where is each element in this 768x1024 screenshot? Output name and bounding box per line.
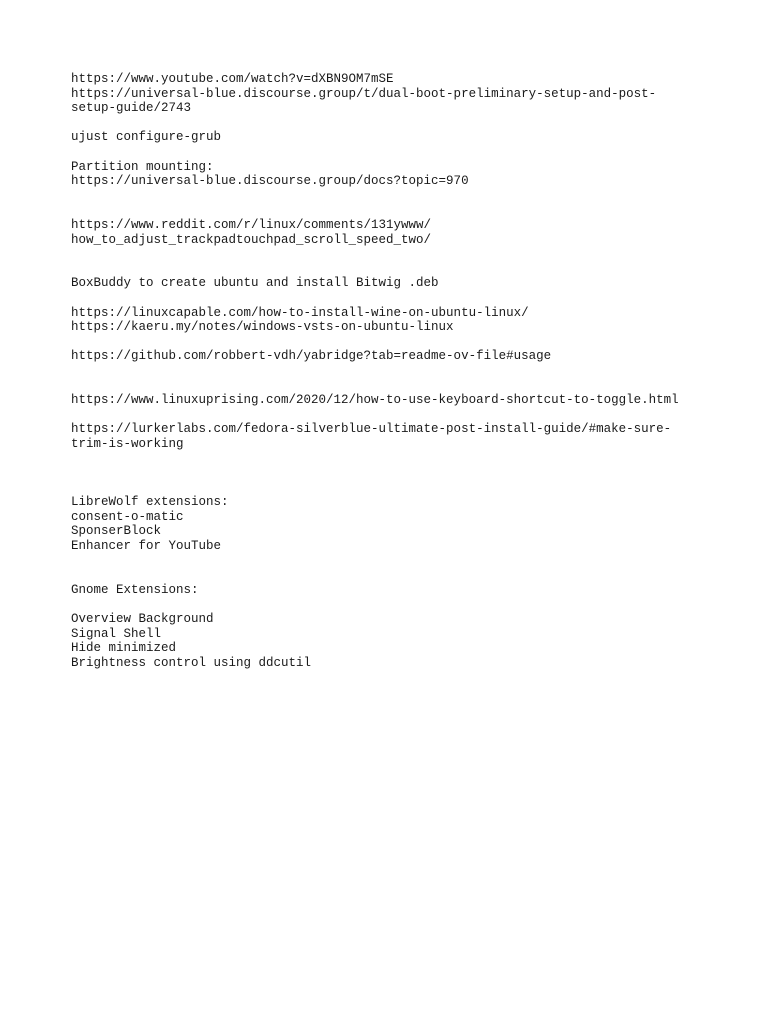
blank-line — [71, 378, 711, 393]
text-line: SponserBlock — [71, 524, 162, 539]
text-line: Partition mounting: — [71, 159, 214, 174]
text-line: Enhancer for YouTube — [71, 539, 222, 553]
document-body — [71, 72, 711, 670]
text-line: Overview Background — [71, 611, 214, 626]
blank-line — [71, 145, 711, 160]
url-line: https://universal-blue.discourse.group/t/dual-boot-preliminary-setup-and-post- — [71, 86, 657, 101]
blank-line — [71, 481, 711, 496]
blank-line — [71, 189, 711, 204]
text-line: consent-o-matic — [71, 509, 184, 524]
text-line: how_to_adjust_trackpadtouchpad_scroll_speed_two/ — [71, 232, 432, 247]
blank-line — [71, 466, 711, 481]
text-line: Brightness control using ddcutil — [71, 655, 312, 670]
text-line: setup-guide/2743 — [71, 101, 192, 116]
blank-line — [71, 247, 711, 262]
blank-line — [71, 554, 711, 569]
url-line: https://www.linuxuprising.com/2020/12/how-to-use-keyboard-shortcut-to-toggle.html — [71, 393, 679, 408]
blank-line — [71, 408, 711, 423]
blank-line — [71, 568, 711, 583]
text-line: Gnome Extensions: — [71, 582, 199, 597]
url-line: https://www.reddit.com/r/linux/comments/131ywww/ — [71, 217, 432, 232]
blank-line — [71, 116, 711, 131]
url-line: https://kaeru.my/notes/windows-vsts-on-ubuntu-linux — [71, 320, 454, 335]
blank-line — [71, 335, 711, 350]
text-line: ujust configure-grub — [71, 130, 222, 145]
text-line: trim-is-working — [71, 436, 184, 451]
blank-line — [71, 597, 711, 612]
blank-line — [71, 291, 711, 306]
url-line: https://www.youtube.com/watch?v=dXBN9OM7mSE — [71, 72, 394, 86]
blank-line — [71, 262, 711, 277]
text-line: Hide minimized — [71, 641, 177, 656]
text-line: BoxBuddy to create ubuntu and install Bitwig .deb — [71, 276, 439, 291]
url-line: https://linuxcapable.com/how-to-install-wine-on-ubuntu-linux/ — [71, 305, 529, 320]
blank-line — [71, 451, 711, 466]
text-line: LibreWolf extensions: — [71, 495, 229, 510]
blank-line — [71, 203, 711, 218]
blank-line — [71, 364, 711, 379]
url-line: https://universal-blue.discourse.group/docs?topic=970 — [71, 174, 469, 189]
url-line: https://lurkerlabs.com/fedora-silverblue-ultimate-post-install-guide/#make-sure- — [71, 422, 672, 437]
text-line: Signal Shell — [71, 626, 162, 641]
url-line: https://github.com/robbert-vdh/yabridge?tab=readme-ov-file#usage — [71, 349, 552, 364]
